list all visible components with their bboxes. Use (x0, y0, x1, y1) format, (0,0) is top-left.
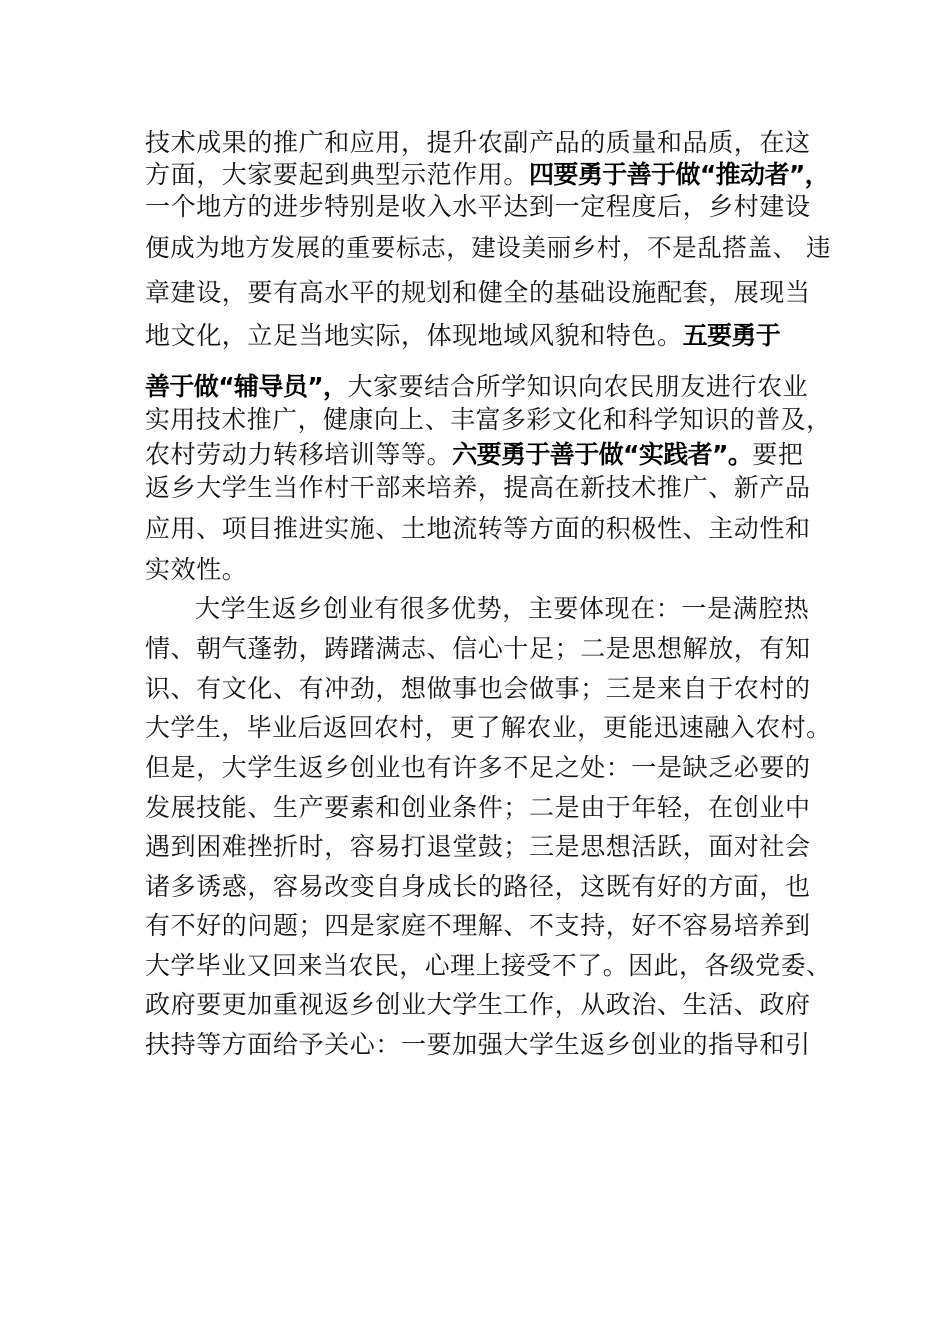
text-run: 农村劳动力转移培训等等。 (145, 440, 453, 469)
text-line (145, 830, 835, 864)
text-line (145, 158, 835, 192)
text-run: 扶持等方面给予关心：一要加强大学生返乡创业的指导和引 (145, 1030, 811, 1059)
text-run: 章建设，要有高水平的规划和健全的基础设施配套，展现当 (145, 278, 811, 307)
text-run: 识、有文化、有冲劲，想做事也会做事；三是来自于农村的 (145, 674, 811, 703)
text-run: 大学毕业又回来当农民，心理上接受不了。因此，各级党委、 (145, 951, 832, 980)
text-run: 实用技术推广，健康向上、丰富多彩文化和科学知识的普及， (145, 405, 832, 434)
text-run: 遇到困难挫折时，容易打退堂鼓；三是思想活跃，面对社会 (145, 832, 811, 861)
bold-heading-run: 五要勇于 (682, 321, 781, 350)
text-run: 地文化，立足当地实际，体现地域风貌和特色。 (145, 321, 683, 350)
bold-heading-run: 善于做“辅导员”， (145, 372, 348, 401)
bold-heading-run: 六要勇于善于做“实践者”。 (452, 440, 753, 469)
text-line (145, 370, 835, 404)
text-run: 技术成果的推广和应用，提升农副产品的质量和品质，在这 (145, 128, 811, 157)
text-line (145, 403, 835, 437)
text-run: 大学生返乡创业有很多优势，主要体现在：一是满腔热 (195, 594, 810, 623)
text-run: 要把 (752, 440, 804, 469)
text-run: 诸多诱惑，容易改变自身成长的路径，这既有好的方面，也 (145, 872, 811, 901)
text-run: 大家要结合所学知识向农民朋友进行农业 (347, 372, 809, 401)
text-run: 有不好的问题；四是家庭不理解、不支持，好不容易培养到 (145, 911, 811, 940)
text-run: 政府要更加重视返乡创业大学生工作，从政治、生活、政府 (145, 990, 811, 1019)
text-run: 实效性。 (145, 555, 248, 584)
text-line (145, 949, 835, 983)
text-line (145, 319, 835, 353)
text-line (145, 909, 835, 943)
text-run: 大学生，毕业后返回农村，更了解农业，更能迅速融入农村。 (145, 713, 832, 742)
text-line (145, 471, 835, 505)
paragraph-first-line (195, 592, 835, 626)
text-line (145, 276, 835, 310)
text-line (145, 751, 835, 785)
text-run: 应用、项目推进实施、土地流转等方面的积极性、主动性和 (145, 514, 811, 543)
text-run: 返乡大学生当作村干部来培养，提高在新技术推广、新产品 (145, 473, 811, 502)
text-line (145, 672, 835, 706)
text-run: 情、朝气蓬勃，踌躇满志、信心十足；二是思想解放，有知 (145, 634, 811, 663)
text-run: 方面，大家要起到典型示范作用。 (145, 160, 530, 189)
bold-heading-run: 四要勇于善于做“推动者”， (529, 160, 830, 189)
text-run: 一个地方的进步特别是收入水平达到一定程度后，乡村建设 (145, 192, 811, 221)
text-line (145, 791, 835, 825)
text-run: 发展技能、生产要素和创业条件；二是由于年轻，在创业中 (145, 793, 811, 822)
text-run: 但是，大学生返乡创业也有许多不足之处：一是缺乏必要的 (145, 753, 811, 782)
text-line (145, 231, 835, 265)
text-line (145, 988, 835, 1022)
text-line (145, 711, 835, 745)
text-line (145, 126, 835, 160)
text-line (145, 870, 835, 904)
text-line (145, 190, 835, 224)
text-line (145, 438, 835, 472)
text-line (145, 1028, 835, 1062)
text-run: 便成为地方发展的重要标志，建设美丽乡村，不是乱搭盖、 违 (145, 233, 832, 262)
text-line (145, 553, 835, 587)
text-line (145, 632, 835, 666)
text-line (145, 512, 835, 546)
